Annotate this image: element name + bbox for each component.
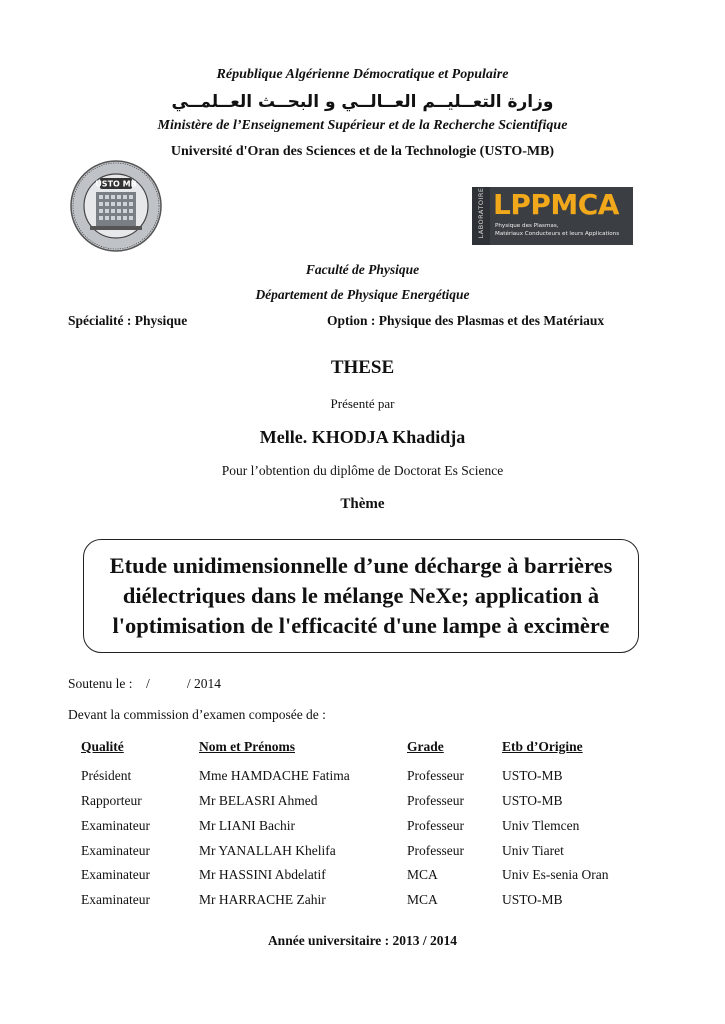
committee-row-4-role: Examinateur	[81, 843, 150, 858]
committee-row-2-institution: USTO-MB	[502, 793, 563, 808]
committee-row-2-grade: Professeur	[407, 793, 464, 808]
university-seal-logo	[70, 160, 162, 252]
lab-side-band	[472, 187, 490, 245]
committee-row-2-name: Mr BELASRI Ahmed	[199, 793, 318, 808]
lab-name: LPPMCA	[493, 188, 619, 221]
committee-header-grade: Grade	[407, 739, 444, 754]
committee-row-4-institution: Univ Tiaret	[502, 843, 564, 858]
committee-row-6-role: Examinateur	[81, 892, 150, 907]
committee-row-1-grade: Professeur	[407, 768, 464, 783]
committee-row-6-grade: MCA	[407, 892, 438, 907]
university-heading: Université d'Oran des Sciences et de la Technologie (USTO-MB)	[170, 144, 555, 159]
committee-row-1-role: Président	[81, 768, 132, 783]
lab-description-line1: Physique des Plasmas,	[495, 223, 559, 229]
committee-row-5-role: Examinateur	[81, 867, 150, 882]
ministry-heading: Ministère de l’Enseignement Supérieur et de la Recherche Scientifique	[157, 118, 568, 133]
republic-heading: République Algérienne Démocratique et Populaire	[216, 67, 509, 82]
speciality-label: Spécialité : Physique	[68, 313, 188, 328]
presented-by-label: Présenté par	[330, 396, 395, 411]
lab-side-label: LABORATOIRE	[477, 187, 485, 239]
committee-row-5-grade: MCA	[407, 867, 438, 882]
faculty-name: Faculté de Physique	[305, 262, 420, 277]
committee-intro: Devant la commission d’examen composée de :	[68, 707, 326, 722]
department-name: Département de Physique Energétique	[255, 287, 470, 302]
committee-row-3-institution: Univ Tlemcen	[502, 818, 580, 833]
committee-row-5-name: Mr HASSINI Abdelatif	[199, 867, 326, 882]
committee-row-4-name: Mr YANALLAH Khelifa	[199, 843, 336, 858]
committee-row-1-name: Mme HAMDACHE Fatima	[199, 768, 350, 783]
defense-date: Soutenu le : / / 2014	[68, 676, 221, 691]
degree-purpose: Pour l’obtention du diplôme de Doctorat Es Science	[221, 463, 504, 478]
committee-row-3-name: Mr LIANI Bachir	[199, 818, 295, 833]
committee-row-6-name: Mr HARRACHE Zahir	[199, 892, 326, 907]
committee-row-6-institution: USTO-MB	[502, 892, 563, 907]
lab-logo	[472, 187, 633, 245]
candidate-name: Melle. KHODJA Khadidja	[259, 427, 466, 447]
document-type-heading: THESE	[330, 357, 395, 378]
committee-row-3-role: Examinateur	[81, 818, 150, 833]
committee-header-institution: Etb d’Origine	[502, 739, 583, 754]
lab-description-line2: Matériaux Conducteurs et leurs Applications	[495, 231, 620, 237]
committee-row-5-institution: Univ Es-senia Oran	[502, 867, 609, 882]
committee-header-role: Qualité	[81, 739, 124, 754]
seal-label: USTO MB	[95, 179, 137, 189]
arabic-ministry-heading: وزارة التعــليــم العــالــي و البحــث العــلمــي	[171, 92, 554, 112]
committee-row-2-role: Rapporteur	[81, 793, 142, 808]
committee-header-name: Nom et Prénoms	[199, 739, 295, 754]
theme-label: Thème	[340, 496, 385, 512]
academic-year: Année universitaire : 2013 / 2014	[267, 933, 458, 948]
committee-row-1-institution: USTO-MB	[502, 768, 563, 783]
thesis-title: Etude unidimensionnelle d’une décharge à barrières diélectriques dans le mélange NeXe; application à l'optimisation de l'efficacité d'une lampe à excimère	[109, 553, 613, 638]
committee-row-4-grade: Professeur	[407, 843, 464, 858]
committee-row-3-grade: Professeur	[407, 818, 464, 833]
option-label: Option : Physique des Plasmas et des Matériaux	[327, 313, 605, 328]
thesis-title-box	[83, 539, 639, 653]
